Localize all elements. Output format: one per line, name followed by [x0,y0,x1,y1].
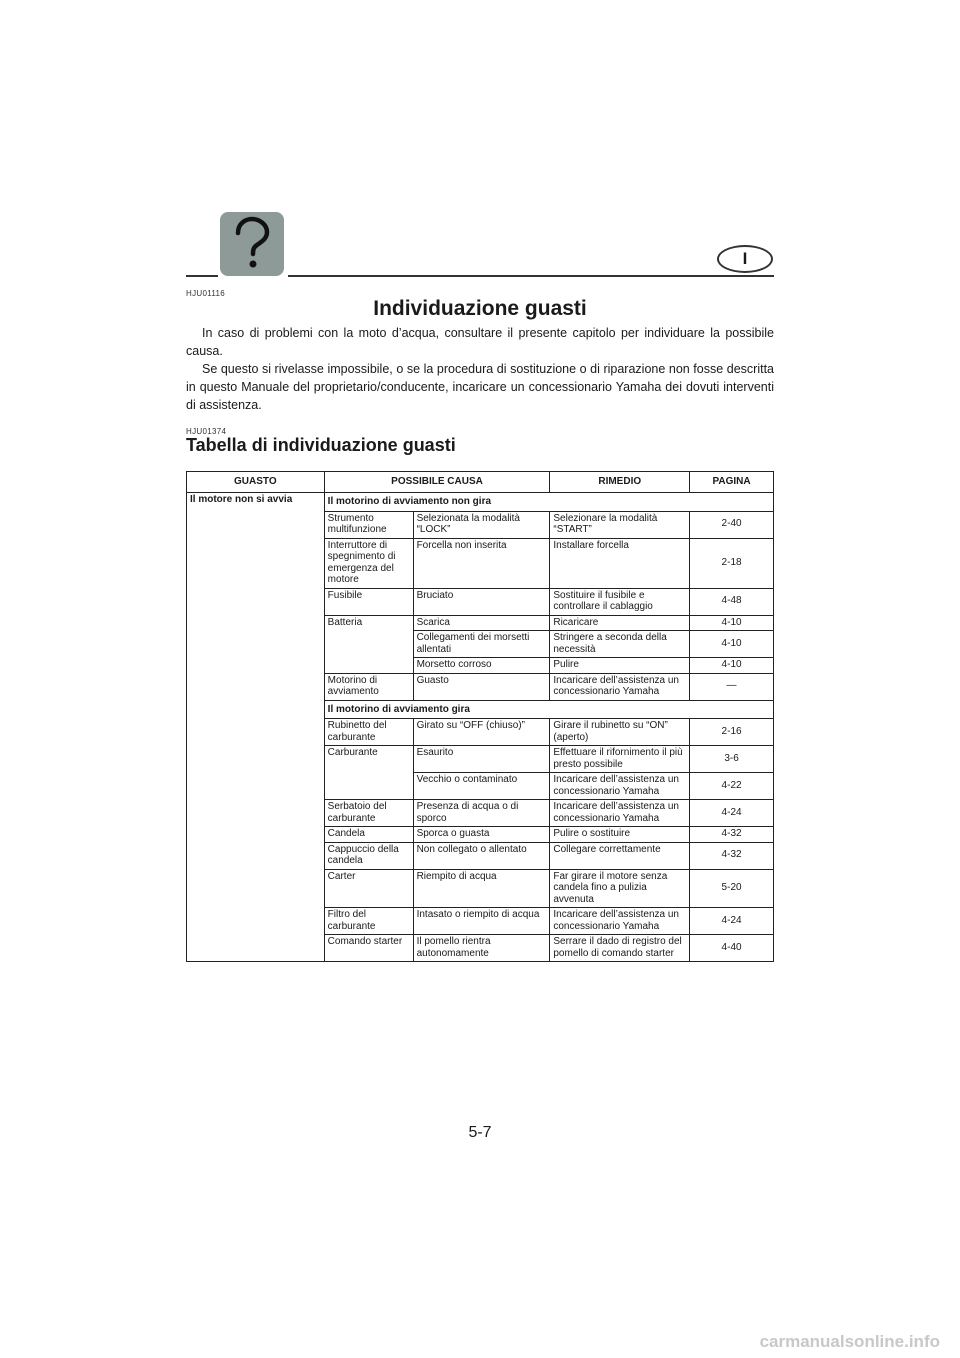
table-row [187,493,774,512]
intro-text [186,324,774,414]
subgroup-title: Il motorino di avviamento gira [324,700,773,719]
component-cell: Serbatoio del carburante [324,800,413,827]
section-code: HJU01374 [186,427,227,436]
question-mark-icon [220,212,284,276]
remedy-cell: Incaricare dell’assistenza un concessionario Yamaha [550,673,690,700]
language-badge: I [717,245,773,273]
cause-cell: Non collegato o allentato [413,842,550,869]
column-header: PAGINA [690,472,774,493]
remedy-cell: Girare il rubinetto su “ON” (aperto) [550,719,690,746]
page-cell: 3-6 [690,746,774,773]
page-cell: 2-40 [690,511,774,538]
page-cell: 4-48 [690,588,774,615]
cause-cell: Presenza di acqua o di sporco [413,800,550,827]
header-rule-left [186,275,218,277]
cause-cell: Selezionata la modalità “LOCK” [413,511,550,538]
page-cell: 5-20 [690,869,774,908]
component-cell: Carter [324,869,413,908]
cause-cell: Guasto [413,673,550,700]
page-cell: 4-10 [690,631,774,658]
page-cell: 4-24 [690,908,774,935]
cause-cell: Intasato o riempito di acqua [413,908,550,935]
fault-cell: Il motore non si avvia [187,493,325,962]
remedy-cell: Incaricare dell’assistenza un concessionario Yamaha [550,908,690,935]
intro-paragraph: Se questo si rivelasse impossibile, o se la procedura di sostituzione o di riparazione non fosse descritta in questo Manuale del proprietario/conducente, incaricare un concessionario Yamaha dei dovuti interventi di assistenza. [186,362,774,412]
page-cell: 4-10 [690,658,774,674]
cause-cell: Riempito di acqua [413,869,550,908]
cause-cell: Forcella non inserita [413,538,550,588]
component-cell: Batteria [324,615,413,673]
page-cell: 4-22 [690,773,774,800]
component-cell: Carburante [324,746,413,800]
subgroup-title: Il motorino di avviamento non gira [324,493,773,512]
page-number: 5-7 [468,1124,492,1141]
component-cell: Comando starter [324,935,413,962]
page-cell: 4-32 [690,827,774,843]
cause-cell: Sporca o guasta [413,827,550,843]
remedy-cell: Pulire [550,658,690,674]
component-cell: Filtro del carburante [324,908,413,935]
remedy-cell: Incaricare dell’assistenza un concessionario Yamaha [550,773,690,800]
component-cell: Interruttore di spegnimento di emergenza del motore [324,538,413,588]
cause-cell: Il pomello rientra autonomamente [413,935,550,962]
column-header: GUASTO [187,472,325,493]
section-title: Tabella di individuazione guasti [186,435,456,455]
cause-cell: Vecchio o contaminato [413,773,550,800]
remedy-cell: Pulire o sostituire [550,827,690,843]
component-cell: Candela [324,827,413,843]
page-cell: — [690,673,774,700]
page-cell: 4-32 [690,842,774,869]
remedy-cell: Effettuare il rifornimento il più presto possibile [550,746,690,773]
cause-cell: Collegamenti dei morsetti allentati [413,631,550,658]
page-cell: 4-10 [690,615,774,631]
column-header: RIMEDIO [550,472,690,493]
cause-cell: Esaurito [413,746,550,773]
column-header: POSSIBILE CAUSA [324,472,550,493]
page-title: Individuazione guasti [373,297,587,320]
page-cell: 4-24 [690,800,774,827]
troubleshooting-table [186,471,774,962]
remedy-cell: Incaricare dell’assistenza un concessionario Yamaha [550,800,690,827]
cause-cell: Scarica [413,615,550,631]
component-cell: Rubinetto del carburante [324,719,413,746]
cause-cell: Girato su “OFF (chiuso)” [413,719,550,746]
remedy-cell: Stringere a seconda della necessità [550,631,690,658]
component-cell: Cappuccio della candela [324,842,413,869]
page-cell: 2-18 [690,538,774,588]
page-cell: 4-40 [690,935,774,962]
remedy-cell: Installare forcella [550,538,690,588]
watermark-text: carmanualsonline.info [759,1332,940,1351]
table-header-row [187,472,774,493]
remedy-cell: Far girare il motore senza candela fino a pulizia avvenuta [550,869,690,908]
component-cell: Fusibile [324,588,413,615]
component-cell: Strumento multifunzione [324,511,413,538]
remedy-cell: Ricaricare [550,615,690,631]
intro-paragraph: In caso di problemi con la moto d’acqua, consultare il presente capitolo per individuare la possibile causa. [186,326,774,358]
cause-cell: Bruciato [413,588,550,615]
cause-cell: Morsetto corroso [413,658,550,674]
header-rule-right [288,275,774,277]
component-cell: Motorino di avviamento [324,673,413,700]
remedy-cell: Sostituire il fusibile e controllare il cablaggio [550,588,690,615]
remedy-cell: Selezionare la modalità “START” [550,511,690,538]
remedy-cell: Serrare il dado di registro del pomello di comando starter [550,935,690,962]
section-code: HJU01116 [186,289,226,298]
remedy-cell: Collegare correttamente [550,842,690,869]
page-cell: 2-16 [690,719,774,746]
